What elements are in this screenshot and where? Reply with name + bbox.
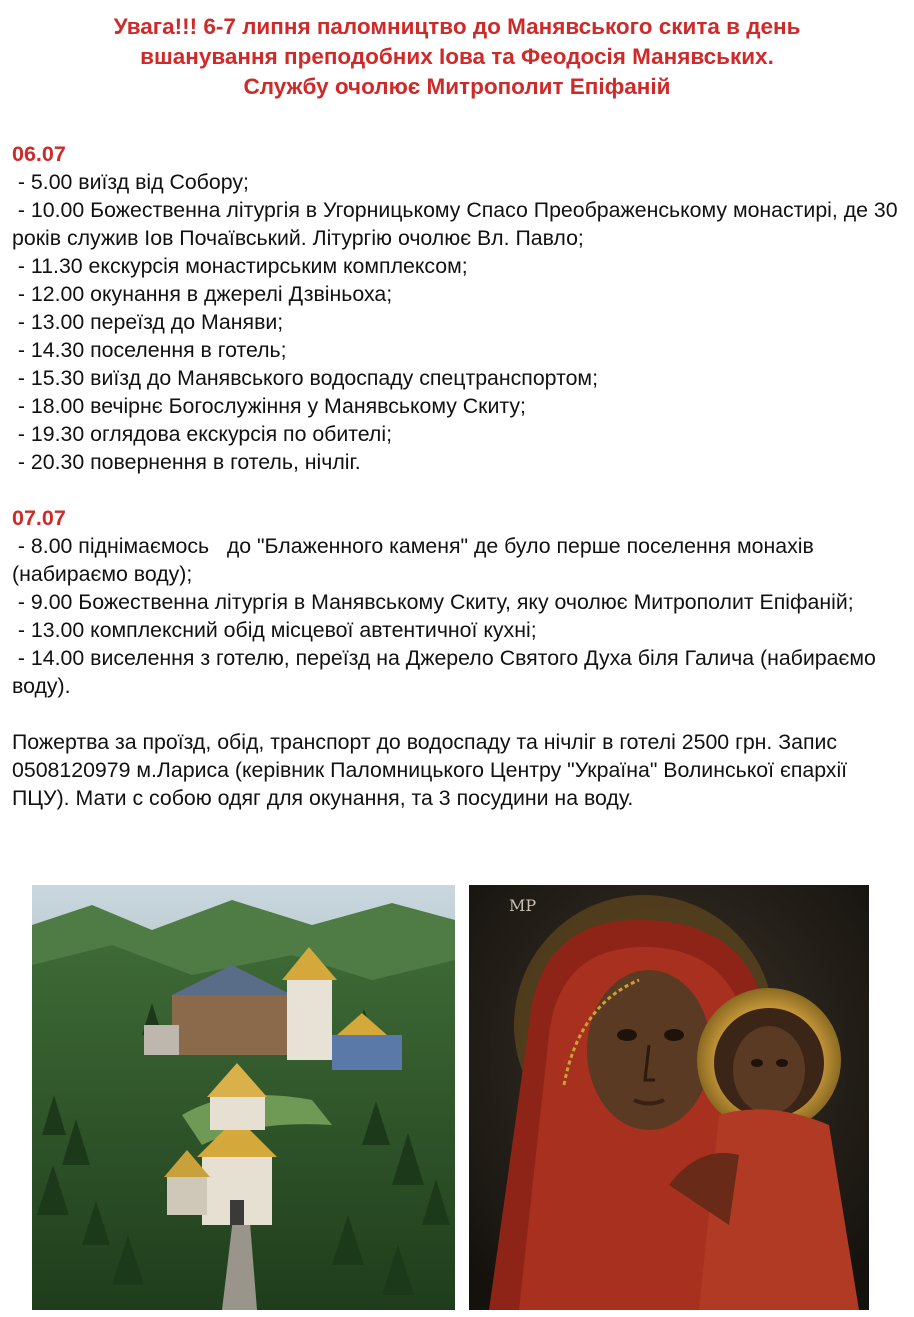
spacer [12,476,908,504]
schedule-item: - 8.00 піднімаємось до "Блаженного каменя" де було перше поселення монахів (набираємо воду); [12,534,820,586]
schedule-item: - 14.30 поселення в готель; [12,338,287,362]
schedule-item: - 12.00 окунання в джерелі Дзвіньоха; [12,282,393,306]
monastery-aerial-photo [32,885,455,1310]
day-1-date: 06.07 [12,142,66,166]
schedule-item: - 15.30 виїзд до Манявського водоспаду спецтранспортом; [12,366,598,390]
schedule [12,140,908,812]
schedule-item: - 9.00 Божественна літургія в Манявському Скиту, яку очолює Митрополит Епіфаній; [12,590,854,614]
schedule-item: - 20.30 повернення в готель, нічліг. [12,450,361,474]
donation-info: Пожертва за проїзд, обід, транспорт до водоспаду та нічліг в готелі 2500 грн. Запис 0508120979 м.Лариса (керівник Паломницького Центру "Україна" Волинської єпархії ПЦУ). Мати с собою одяг для окунання, та 3 посудини на воду. [12,730,848,810]
announcement-title [0,12,914,102]
icon-illustration [469,885,869,1310]
schedule-item: - 13.00 комплексний обід місцевої автентичної кухні; [12,618,537,642]
schedule-item: - 10.00 Божественна літургія в Угорницькому Спасо Преображенському монастирі, де 30 років служив Іов Почаївський. Літургію очолює Вл. Павло; [12,198,904,250]
schedule-item: - 18.00 вечірнє Богослужіння у Манявському Скиту; [12,394,526,418]
icon-inscription: ΜΡ [509,896,537,915]
icon-virgin-and-child-photo [469,885,869,1310]
schedule-item: - 13.00 переїзд до Маняви; [12,310,284,334]
spacer [12,700,908,728]
title-line-2: вшанування преподобних Іова та Феодосія Манявських. [140,44,774,69]
title-line-3: Службу очолює Митрополит Епіфаній [243,74,671,99]
monastery-illustration [32,885,455,1310]
schedule-item: - 14.00 виселення з готелю, переїзд на Джерело Святого Духа біля Галича (набираємо воду). [12,646,882,698]
schedule-item: - 19.30 оглядова екскурсія по обителі; [12,422,393,446]
day-2-date: 07.07 [12,506,66,530]
schedule-item: - 5.00 виїзд від Собору; [12,170,249,194]
title-line-1: Увага!!! 6-7 липня паломництво до Манявського скита в день [113,14,801,39]
schedule-item: - 11.30 екскурсія монастирським комплексом; [12,254,468,278]
